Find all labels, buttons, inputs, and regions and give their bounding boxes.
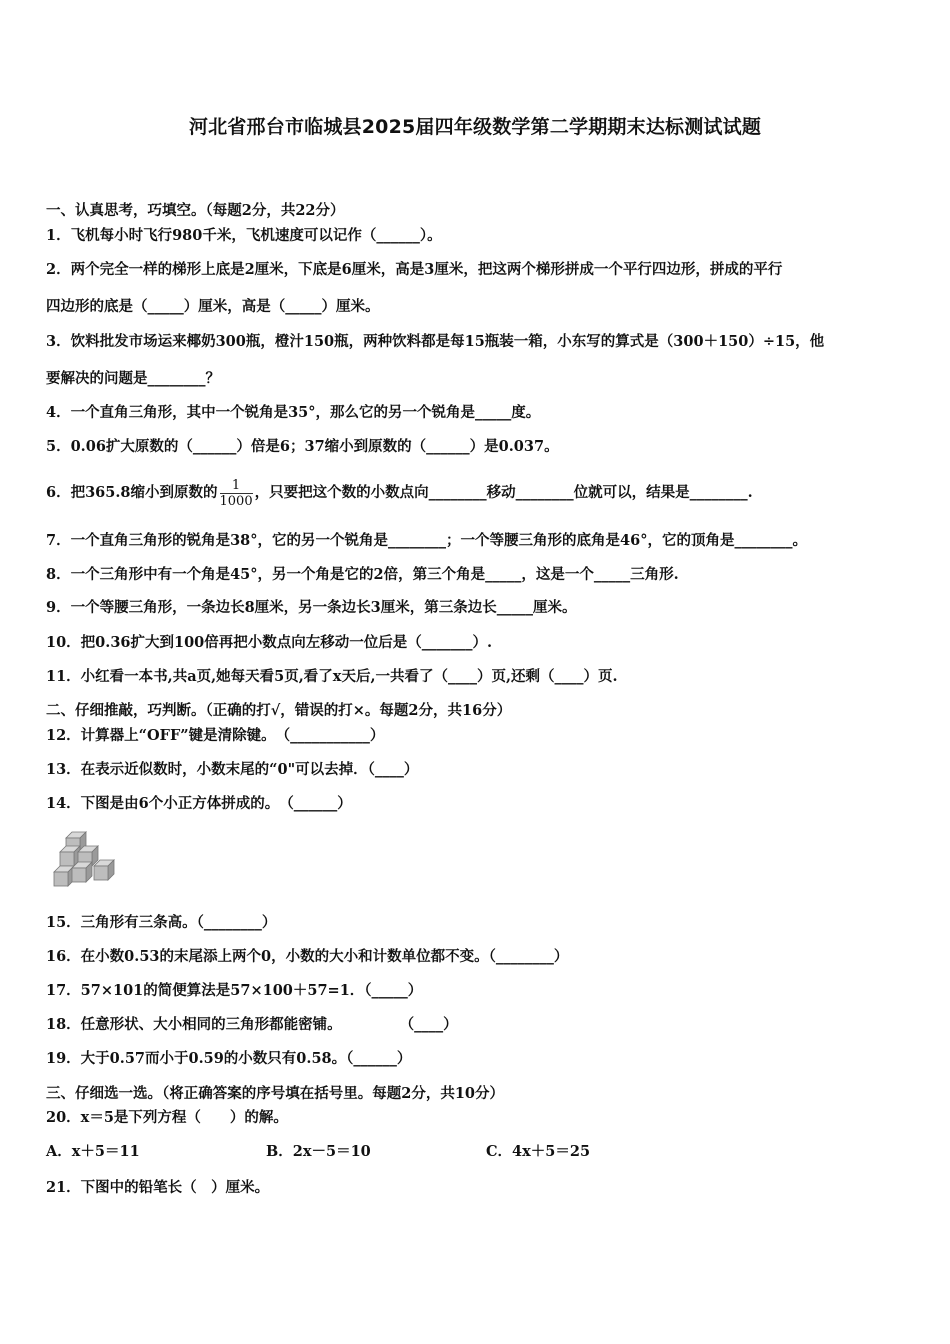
exam-title: 河北省邢台市临城县2025届四年级数学第二学期期末达标测试试题 <box>188 116 762 138</box>
option-c: C．4x＋5＝25 <box>486 1143 591 1160</box>
question-21: 21．下图中的铅笔长（ ）厘米。 <box>46 1179 270 1196</box>
question-2-line-2: 四边形的底是（_____）厘米，高是（_____）厘米。 <box>46 298 380 315</box>
section-2-heading: 二、仔细推敲，巧判断。（正确的打√，错误的打×。每题2分，共16分） <box>46 702 512 719</box>
question-18: 18．任意形状、大小相同的三角形都能密铺。 （____） <box>46 1016 458 1033</box>
question-11: 11．小红看一本书,共a页,她每天看5页,看了x天后,一共看了（____）页,还剩（____）页. <box>46 668 618 685</box>
question-13: 13．在表示近似数时，小数末尾的“0"可以去掉．（____） <box>46 761 419 778</box>
question-6-prefix: 6．把365.8缩小到原数的 <box>46 484 218 501</box>
question-2-line-1: 2．两个完全一样的梯形上底是2厘米，下底是6厘米，高是3厘米，把这两个梯形拼成一个平行四边形，拼成的平行 <box>46 261 783 278</box>
question-12: 12．计算器上“OFF”键是清除键。 （___________） <box>46 727 385 744</box>
option-b: B．2x－5＝10 <box>266 1143 371 1160</box>
question-8: 8．一个三角形中有一个角是45°，另一个角是它的2倍，第三个角是_____，这是一个_____三角形. <box>46 566 679 583</box>
cube-bottom-left <box>54 866 74 886</box>
question-6-suffix: ，只要把这个数的小数点向________移动________位就可以，结果是________. <box>254 484 753 501</box>
option-a: A．x＋5＝11 <box>46 1143 140 1160</box>
fraction-denominator: 1000 <box>219 493 253 509</box>
question-5: 5．0.06扩大原数的（______）倍是6；37缩小到原数的（______）是0.037。 <box>46 438 559 455</box>
section-1-heading: 一、认真思考，巧填空。（每题2分，共22分） <box>46 202 345 219</box>
question-17: 17．57×101的简便算法是57×100＋57=1．（_____） <box>46 982 423 999</box>
cube-stack-figure <box>52 828 122 894</box>
cube-bottom-right <box>94 860 114 880</box>
cube-bottom-middle <box>72 862 92 882</box>
question-6 <box>46 476 753 510</box>
question-20-options <box>46 1142 590 1162</box>
question-20: 20．x＝5是下列方程（ ）的解。 <box>46 1109 288 1126</box>
section-3-heading: 三、仔细选一选。（将正确答案的序号填在括号里。每题2分，共10分） <box>46 1085 505 1102</box>
question-19: 19．大于0.57而小于0.59的小数只有0.58。（______） <box>46 1050 412 1067</box>
question-15: 15．三角形有三条高。（________） <box>46 914 277 931</box>
question-14: 14．下图是由6个小正方体拼成的。 （______） <box>46 795 352 812</box>
fraction-numerator: 1 <box>220 478 253 494</box>
question-9: 9．一个等腰三角形，一条边长8厘米，另一条边长3厘米，第三条边长_____厘米。 <box>46 599 577 616</box>
question-16: 16．在小数0.53的末尾添上两个0，小数的大小和计数单位都不变。（________） <box>46 948 569 965</box>
question-3-line-2: 要解决的问题是________？ <box>46 370 220 387</box>
question-1: 1．飞机每小时飞行980千米，飞机速度可以记作（______）。 <box>46 227 442 244</box>
fraction-one-thousandth <box>220 478 253 509</box>
question-3-line-1: 3．饮料批发市场运来椰奶300瓶，橙汁150瓶，两种饮料都是每15瓶装一箱，小东写的算式是（300＋150）÷15，他 <box>46 333 825 350</box>
question-10: 10．把0.36扩大到100倍再把小数点向左移动一位后是（_______）. <box>46 634 493 651</box>
question-7: 7．一个直角三角形的锐角是38°，它的另一个锐角是________；一个等腰三角形的底角是46°，它的顶角是________。 <box>46 532 807 549</box>
question-4: 4．一个直角三角形，其中一个锐角是35°，那么它的另一个锐角是_____度。 <box>46 404 541 421</box>
